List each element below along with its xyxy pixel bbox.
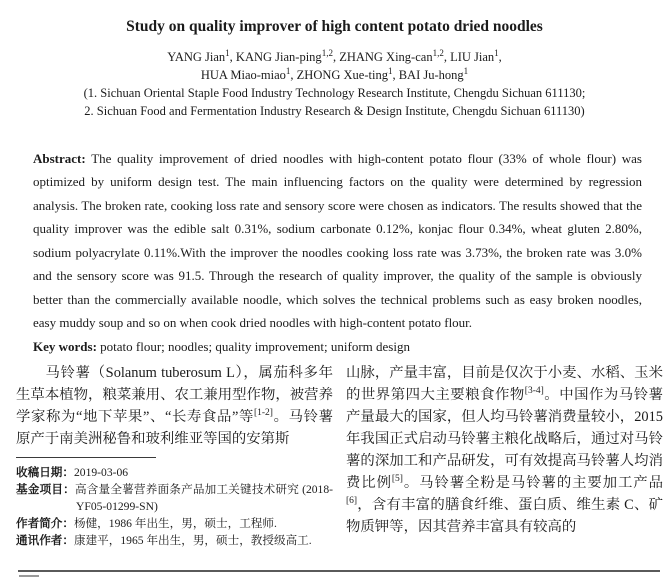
intro-paragraph-left: 马铃薯（Solanum tuberosum L），属茄科多年生草本植物，粮菜兼用、农工兼用型作物，被营养学家称为“地下苹果”、“长寿食品”等[1-2]。马铃薯原产于南美洲秘鲁和玻利维亚等国的安第斯 [16, 365, 333, 448]
body-column-left [16, 362, 333, 576]
footnote-block [16, 464, 333, 549]
body-columns [16, 362, 663, 576]
corresponding-author-label: 通讯作者： [16, 534, 74, 548]
funding-label: 基金项目： [16, 483, 75, 497]
funding-value: 高含量全薯营养面条产品加工关键技术研究 (2018-YF05-01299-SN) [74, 483, 333, 514]
corresponding-author-note [16, 532, 333, 549]
corresponding-author-value: 康建平，1965 年出生，男，硕士，教授级高工. [73, 534, 312, 548]
page-title: Study on quality improver of high content potato dried noodles [126, 18, 543, 36]
author-line-1: YANG Jian$^1$, KANG Jian-ping$^{1,2}$, ZHANG Xing-can$^{1,2}$, LIU Jian$^1$, [167, 47, 502, 64]
abstract-label: Abstract: [33, 150, 86, 166]
author-bio-note [16, 515, 333, 532]
page-bottom-rule [18, 570, 660, 572]
author-bio-label: 作者简介： [16, 517, 74, 531]
body-column-right [346, 362, 663, 576]
funding-note [16, 481, 333, 515]
paper-page [0, 10, 669, 580]
author-line-2: HUA Miao-miao$^1$, ZHONG Xue-ting$^1$, BAI Ju-hong$^1$ [200, 65, 469, 82]
received-date-value: 2019-03-06 [73, 466, 129, 480]
keywords-text: potato flour; noodles; quality improvement; uniform design [96, 338, 410, 354]
footnote-separator [16, 457, 156, 458]
keywords-label: Key words: [33, 338, 97, 354]
author-bio-value: 杨健，1986 年出生，男，硕士，工程师. [73, 517, 277, 531]
abstract-text: The quality improvement of dried noodles with high-content potato flour (33% of whole flour) was optimized by uniform design test. The main influencing factors on the quality were determined by regression analysis. The broken rate, cooking loss rate and sensory score were chosen as indicators. The results showed that the quality improver was the edible salt 0.31%, sodium carbonate 0.12%, konjac flour 0.34%, wheat gluten 2.80%, sodium polyacrylate 0.11%.With the improver the noodles cooking loss rate was 3.73%, the broken rate was 3.0% and the sensory score was 91.5. Through the research of quality improver, the quality of the sample is obviously better than the commercially available noodle, which solves the technical problems such as easy broken noodles, easy muddy soup and so on when cook dried noodles with high-content potato flour. [33, 150, 642, 331]
affiliation-line-1: (1. Sichuan Oriental Staple Food Industry Technology Research Institute, Chengdu Sichuan 611130; [83, 85, 586, 100]
intro-paragraph-right: 山脉，产量丰富，目前是仅次于小麦、水稻、玉米的世界第四大主要粮食作物[3-4]。中国作为马铃薯产量最大的国家，但人均马铃薯消费量较小，2015 年我国正式启动马铃薯主粮化战略后，通过对马铃薯的深加工和产品研发，可有效提高马铃薯人均消费比例[5]。马铃薯全粉是马铃薯的主要加工产品[6]，含有丰富的膳食纤维、蛋白质、维生素 C、矿物质钾等，因其营养丰富具有较高的 [346, 365, 663, 536]
keywords-line [33, 335, 642, 359]
page-bottom-stub [19, 575, 39, 577]
abstract-paragraph [33, 147, 642, 335]
affiliation-line-2: 2. Sichuan Food and Fermentation Industry Research & Design Institute, Chengdu Sichuan 611130) [84, 103, 585, 118]
received-date-label: 收稿日期： [16, 466, 74, 480]
received-date-note [16, 464, 333, 481]
